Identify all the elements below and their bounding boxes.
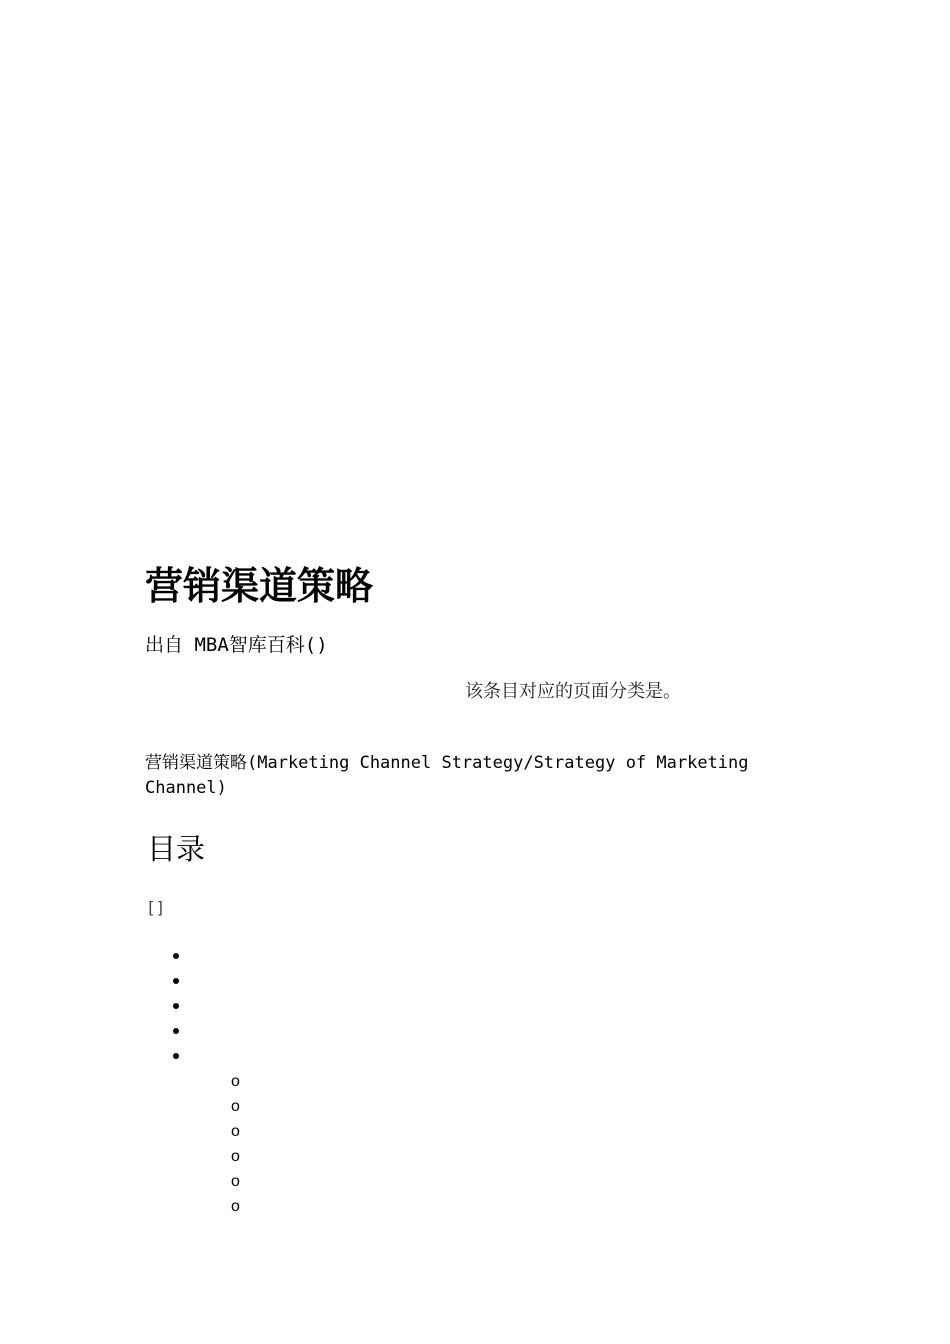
toc-sub-item[interactable]: o [231,1148,240,1165]
page-title: 营销渠道策略 [145,564,374,608]
toc-toggle[interactable]: [] [146,898,166,917]
toc-list [170,944,190,1069]
toc-sub-item[interactable]: o [231,1123,240,1140]
toc-item[interactable] [170,1019,190,1044]
toc-sub-list [231,1069,251,1219]
toc-item[interactable] [170,969,190,994]
toc-sub-item[interactable]: o [231,1073,240,1090]
toc-sub-item[interactable]: o [231,1173,240,1190]
definition-text: 营销渠道策略(Marketing Channel Strategy/Strategy of Marketing Channel) [145,753,749,798]
toc-sub-item[interactable]: o [231,1198,240,1215]
category-note: 该条目对应的页面分类是。 [465,681,681,702]
toc-item[interactable] [170,994,190,1019]
toc-item[interactable] [170,1044,190,1069]
bullet-icon [173,1003,179,1009]
source-line: 出自 MBA智库百科() [145,634,328,656]
bullet-icon [173,1028,179,1034]
bullet-icon [173,1053,179,1059]
bullet-icon [173,978,179,984]
toc-sub-item[interactable]: o [231,1098,240,1115]
toc-item[interactable] [170,944,190,969]
bullet-icon [173,953,179,959]
toc-heading: 目录 [147,832,206,866]
